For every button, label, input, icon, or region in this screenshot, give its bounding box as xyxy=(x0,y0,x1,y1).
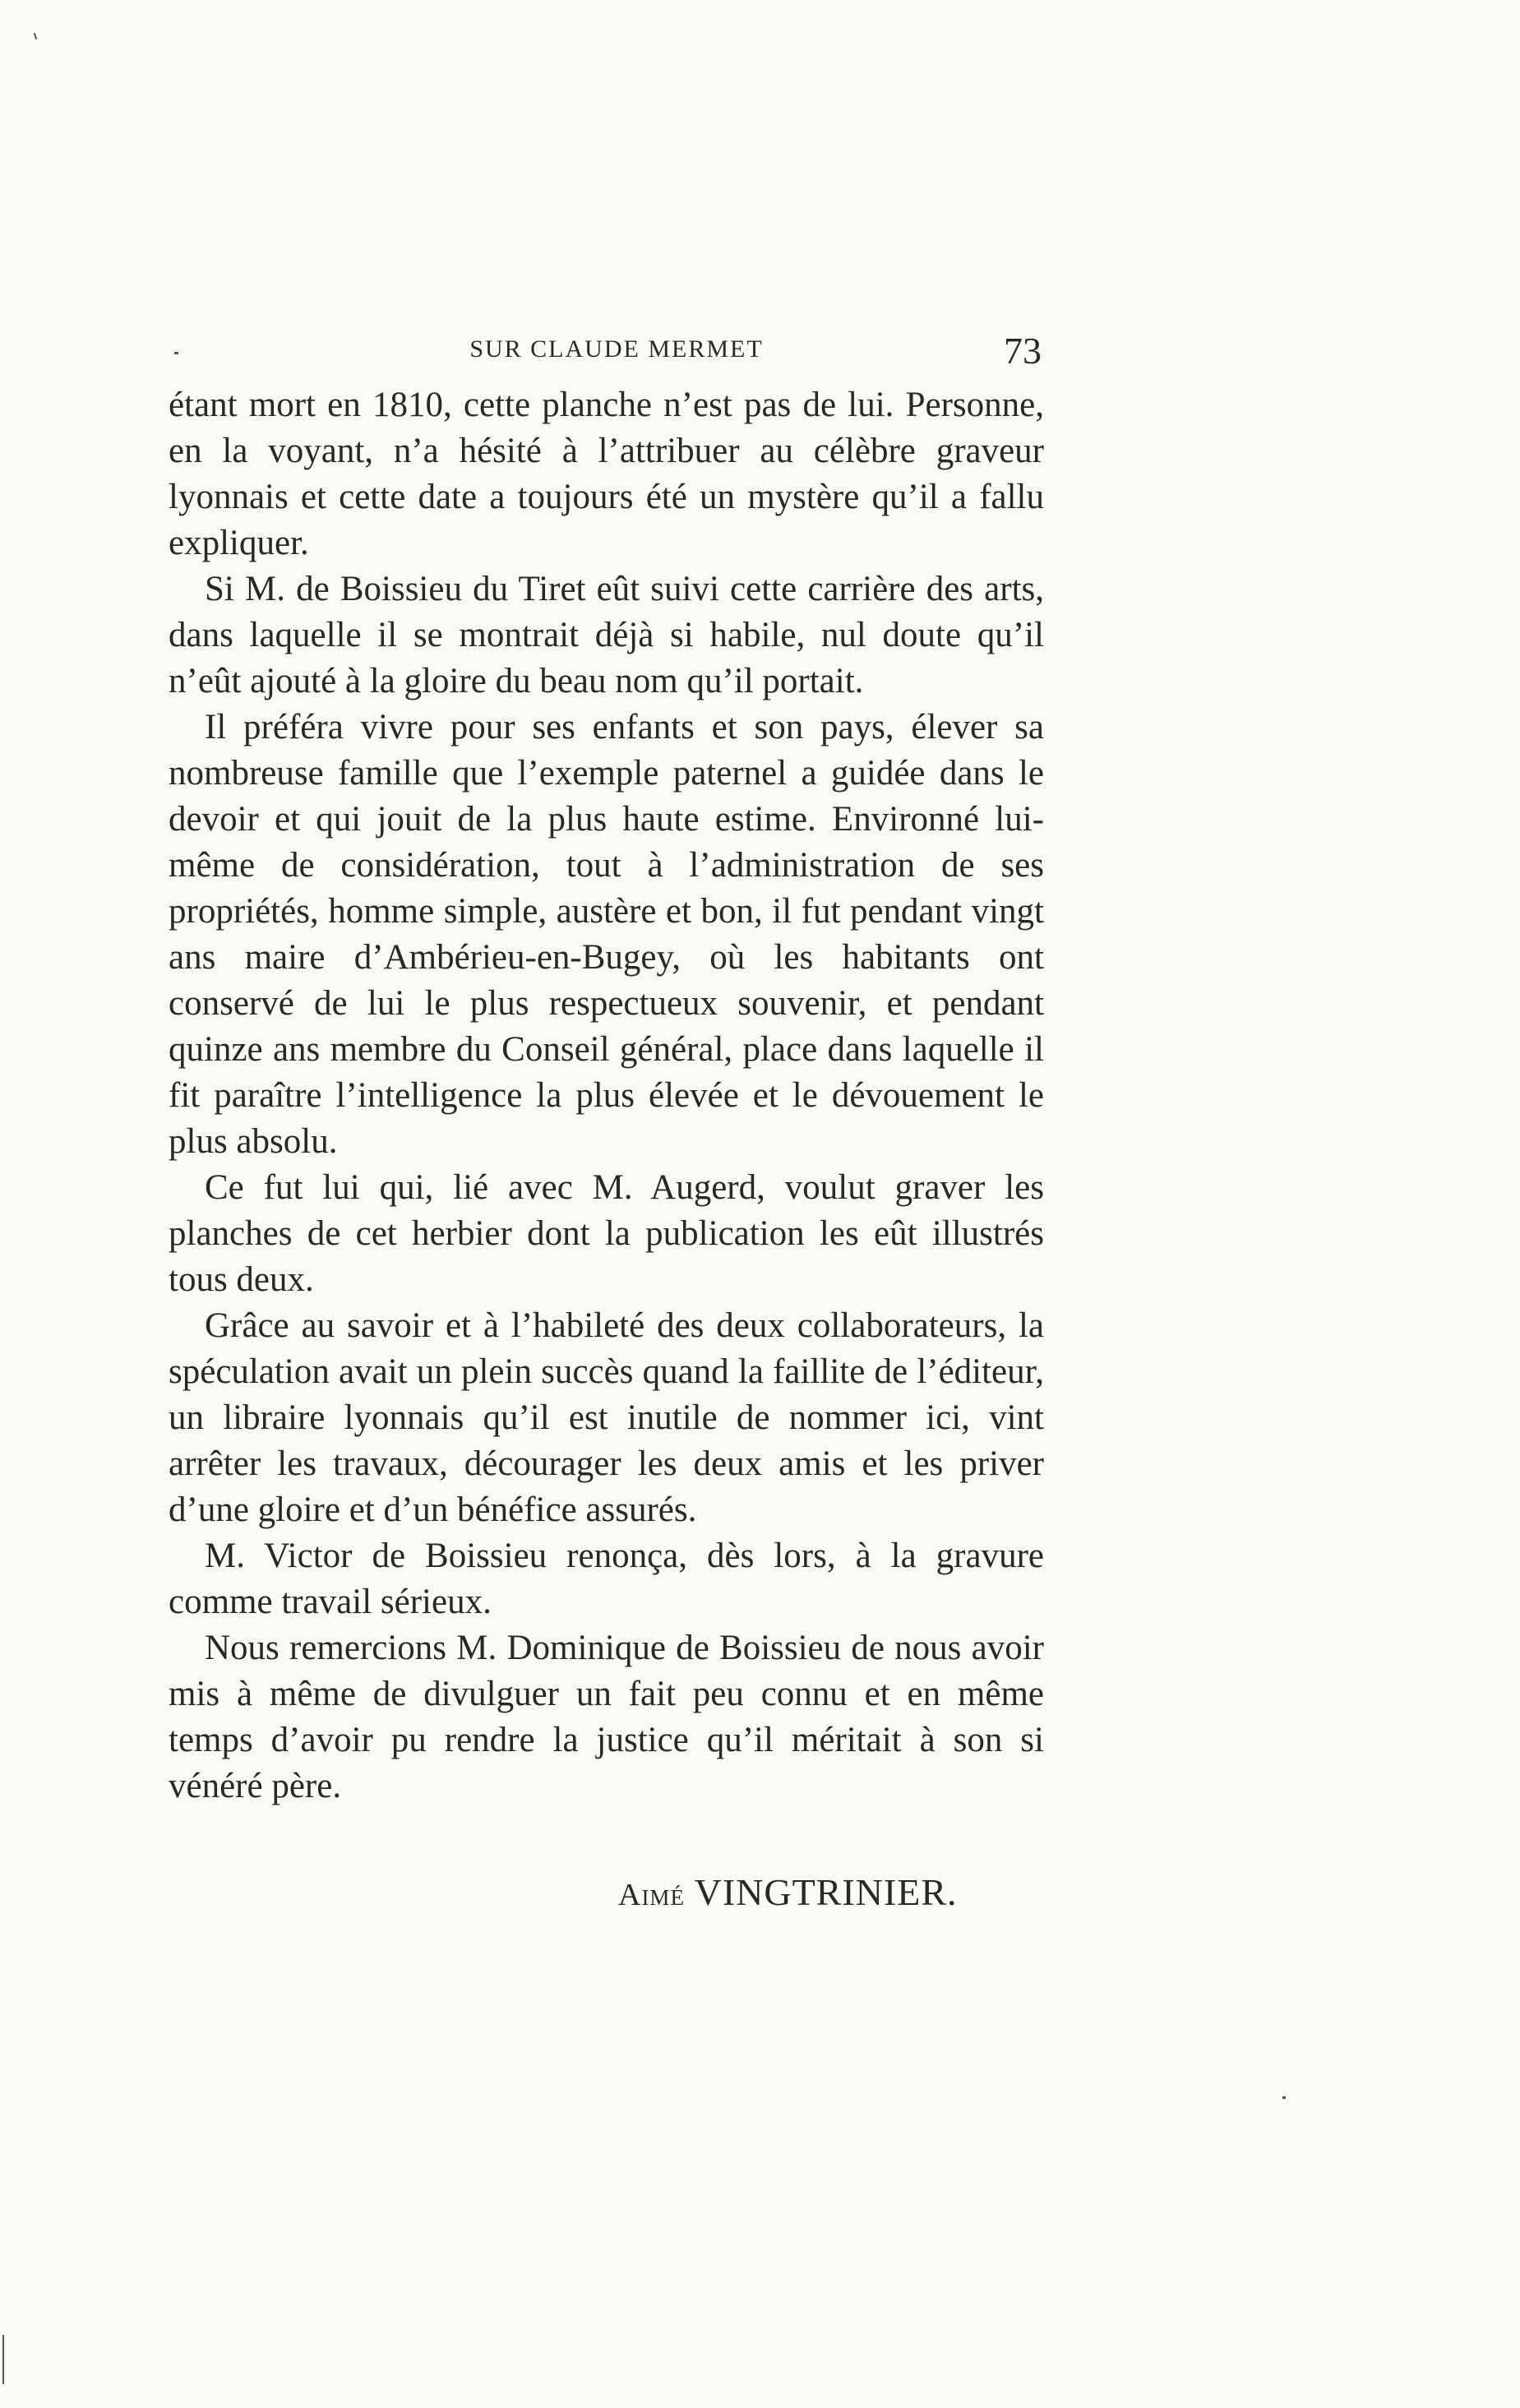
page-number: 73 xyxy=(1004,330,1042,372)
body-text xyxy=(169,382,1044,1809)
signature-first-name: Aimé xyxy=(618,1878,685,1912)
author-signature xyxy=(618,1870,958,1914)
paragraph: Nous remercions M. Dominique de Boissieu de nous avoir mis à même de divulguer un fait peu connu et en même temps d’avoir pu rendre la justice qu’il méritait à son si vénéré père. xyxy=(169,1629,1044,1805)
paragraph: étant mort en 1810, cette planche n’est pas de lui. Personne, en la voyant, n’a hésité à l’attribuer au célèbre graveur lyonnais et cette date a toujours été un mystère qu’il a fallu expliquer. xyxy=(169,386,1044,562)
paragraph: Il préféra vivre pour ses enfants et son pays, élever sa nombreuse famille que l’exemple paternel a guidée dans le devoir et qui jouit de la plus haute estime. Environné lui-même de considération, tout à l’administration de ses propriétés, homme simple, austère et bon, il fut pendant vingt ans maire d’Ambérieu-en-Bugey, où les habitants ont conservé de lui le plus respectueux souvenir, et pendant quinze ans membre du Conseil général, place dans laquelle il fit paraître l’intelligence la plus élevée et le dévouement le plus absolu. xyxy=(169,708,1044,1161)
scan-speck xyxy=(1282,2096,1286,2099)
running-title: SUR CLAUDE MERMET xyxy=(469,335,764,363)
page-header xyxy=(169,329,1065,378)
paragraph: Grâce au savoir et à l’habileté des deux collaborateurs, la spéculation avait un plein succès quand la faillite de l’éditeur, un libraire lyonnais qu’il est inutile de nommer ici, vint arrêter les travaux, décourager les deux amis et les priver d’une gloire et d’un bénéfice assurés. xyxy=(169,1306,1044,1529)
paragraph: Si M. de Boissieu du Tiret eût suivi cette carrière des arts, dans laquelle il se montrait déjà si habile, nul doute qu’il n’eût ajouté à la gloire du beau nom qu’il portait. xyxy=(169,570,1044,700)
signature-last-name: VINGTRINIER. xyxy=(694,1871,958,1913)
scan-speck xyxy=(34,33,38,39)
scan-line xyxy=(2,2335,4,2384)
paragraph: M. Victor de Boissieu renonça, dès lors, à la gravure comme travail sérieux. xyxy=(169,1537,1044,1621)
paragraph: Ce fut lui qui, lié avec M. Augerd, voulut graver les planches de cet herbier dont la publication les eût illustrés tous deux. xyxy=(169,1168,1044,1299)
scan-speck xyxy=(174,352,178,354)
